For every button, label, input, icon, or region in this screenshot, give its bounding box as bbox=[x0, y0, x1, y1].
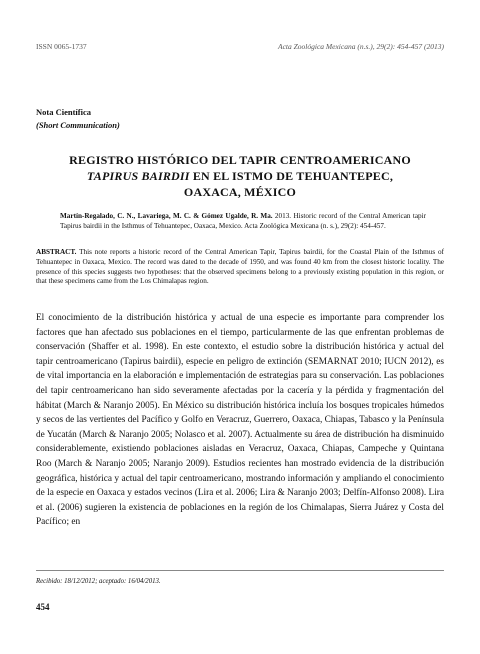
abstract bbox=[36, 248, 444, 287]
title-line-1: REGISTRO HISTÓRICO DEL TAPIR CENTROAMERICANO bbox=[69, 153, 411, 167]
title-line-2-rest: EN EL ISTMO DE TEHUANTEPEC, bbox=[189, 169, 394, 183]
body-paragraph: El conocimiento de la distribución histórica y actual de una especie es importante para comprender los factores que han afectado sus poblaciones en el tiempo, particularmente de las que enfrentan problemas de conservación (Shaffer et al. 1998). En este contexto, el estudio sobre la distribución histórica y actual del tapir centroamericano (Tapirus bairdii), especie en peligro de extinción (SEMARNAT 2010; IUCN 2012), es de vital importancia en la elaboración e implementación de estrategias para su conservación. Las poblaciones del tapir centroamericano han sido severamente afectadas por la cacería y la pérdida y fragmentación del hábitat (March & Naranjo 2005). En México su distribución histórica incluía los bosques tropicales húmedos y secos de las vertientes del Pacífico y Golfo en Veracruz, Guerrero, Oaxaca, Chiapas, Tabasco y la Península de Yucatán (March & Naranjo 2005; Nolasco et al. 2007). Actualmente su área de distribución ha disminuido considerablemente, existiendo poblaciones aisladas en Veracruz, Oaxaca, Chiapas, Campeche y Quintana Roo (March & Naranjo 2005; Naranjo 2009). Estudios recientes han mostrado evidencia de la distribución geográfica, histórica y actual del tapir centroamericano, mostrando información y ampliando el conocimiento de la especie en Oaxaca y estados vecinos (Lira et al. 2006; Lira & Naranjo 2003; Delfín-Alfonso 2008). Lira et al. (2006) sugieren la existencia de poblaciones en la región de los Chimalapas, Sierra Juárez y Costa del Pacífico; en bbox=[36, 313, 444, 528]
title-line-3: OAXACA, MÉXICO bbox=[183, 185, 297, 199]
abstract-label: ABSTRACT. bbox=[36, 248, 77, 256]
citation-authors: Martín-Regalado, C. N., Lavariega, M. C. & Gómez Ugalde, R. Ma. bbox=[60, 212, 273, 220]
citation bbox=[60, 212, 426, 232]
citation-text: 2013. Historic record of the Central American tapir Tapirus bairdii in the Isthmus of Tehuantepec, Oaxaca, Mexico. Acta Zoológica Mexicana (n. s.), 29(2): 454-457. bbox=[60, 212, 426, 230]
journal-header: Acta Zoológica Mexicana (n.s.), 29(2): 454-457 (2013) bbox=[277, 42, 444, 51]
title-line-2 bbox=[40, 169, 440, 184]
note-label: Nota Científica bbox=[36, 107, 92, 117]
title-species-name: TAPIRUS BAIRDII bbox=[86, 169, 190, 183]
received-date: Recibido: 18/12/2012; aceptado: 16/04/2013. bbox=[36, 578, 161, 585]
abstract-text: This note reports a historic record of the Central American Tapir, Tapirus bairdii, for the Coastal Plain of the Isthmus of Tehuantepec in Oaxaca, Mexico. The record was dated to the decade of 1950, and was found 40 km from the closest historic locality. The presence of this species suggests two hypotheses: that the observed specimens belong to a previously existing population in this region, or that these specimens came from the Los Chimalapas region. bbox=[36, 248, 444, 286]
page-number: 454 bbox=[36, 602, 50, 612]
note-sublabel: (Short Communication) bbox=[36, 120, 120, 130]
footnote-divider bbox=[36, 570, 444, 571]
issn-header: ISSN 0065-1737 bbox=[36, 42, 87, 51]
